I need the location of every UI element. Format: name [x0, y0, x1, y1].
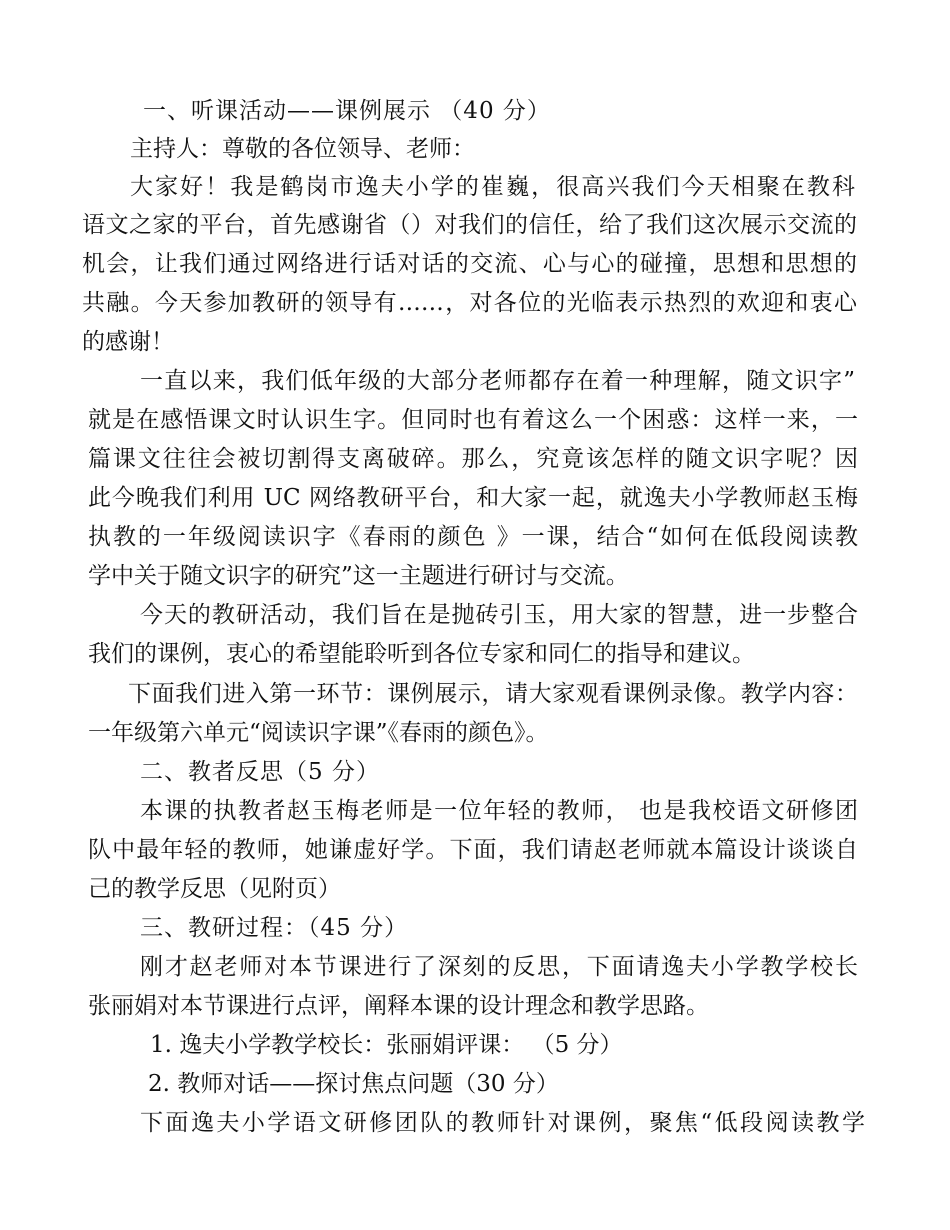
- section-heading-1: 一、听课活动——课例展示 （40 分）: [143, 98, 551, 124]
- paragraph-line: 刚才赵老师对本节课进行了深刻的反思，下面请逸夫小学教学校长: [140, 954, 858, 980]
- section-heading-3: 三、教研过程：（45 分）: [140, 915, 409, 941]
- paragraph-line: 执教的一年级阅读识字《春雨的颜色 》一课，结合“如何在低段阅读教: [88, 524, 858, 550]
- paragraph-line: 的感谢！: [82, 329, 174, 355]
- paragraph-line: 一直以来，我们低年级的大部分老师都存在着一种理解，随文识字”: [140, 368, 855, 394]
- section-heading-2: 二、教者反思（5 分）: [140, 759, 380, 785]
- paragraph-line: 机会，让我们通过网络进行话对话的交流、心与心的碰撞，思想和思想的: [82, 251, 857, 277]
- list-item: 1. 逸夫小学教学校长：张丽娟评课： （5 分）: [150, 1032, 623, 1058]
- list-item: 2. 教师对话——探讨焦点问题（30 分）: [148, 1071, 559, 1097]
- paragraph-line: 今天的教研活动，我们旨在是抛砖引玉，用大家的智慧，进一步整合: [140, 602, 858, 628]
- paragraph-line: 我们的课例，衷心的希望能聆听到各位专家和同仁的指导和建议。: [88, 641, 755, 667]
- paragraph-line: 一年级第六单元“阅读识字课”《春雨的颜色》。: [88, 720, 549, 746]
- paragraph-line: 本课的执教者赵玉梅老师是一位年轻的教师， 也是我校语文研修团: [140, 798, 858, 824]
- paragraph-line: 己的教学反思（见附页）: [88, 876, 341, 902]
- paragraph-line: 张丽娟对本节课进行点评，阐释本课的设计理念和教学思路。: [88, 993, 709, 1019]
- paragraph-line: 学中关于随文识字的研究”这一主题进行研讨与交流。: [88, 563, 629, 589]
- paragraph-line: 下面我们进入第一环节：课例展示，请大家观看课例录像。教学内容：: [128, 681, 858, 707]
- paragraph-line: 大家好！我是鹤岗市逸夫小学的崔巍，很高兴我们今天相聚在教科: [130, 174, 855, 200]
- paragraph-line: 语文之家的平台，首先感谢省（）对我们的信任，给了我们这次展示交流的: [82, 212, 857, 238]
- paragraph-line: 共融。今天参加教研的领导有……，对各位的光临表示热烈的欢迎和衷心: [82, 290, 857, 316]
- paragraph-line: 队中最年轻的教师，她谦虚好学。下面，我们请赵老师就本篇设计谈谈自: [88, 837, 858, 863]
- paragraph-line: 就是在感悟课文时认识生字。但同时也有着这么一个困惑：这样一来，一: [88, 407, 858, 433]
- paragraph-line: 此今晚我们利用 UC 网络教研平台，和大家一起，就逸夫小学教师赵玉梅: [88, 485, 858, 511]
- paragraph-line: 篇课文往往会被切割得支离破碎。那么，究竟该怎样的随文识字呢？因: [88, 446, 858, 472]
- host-salutation: 主持人：尊敬的各位领导、老师：: [130, 136, 475, 162]
- paragraph-line: 下面逸夫小学语文研修团队的教师针对课例，聚焦“低段阅读教学: [140, 1110, 865, 1136]
